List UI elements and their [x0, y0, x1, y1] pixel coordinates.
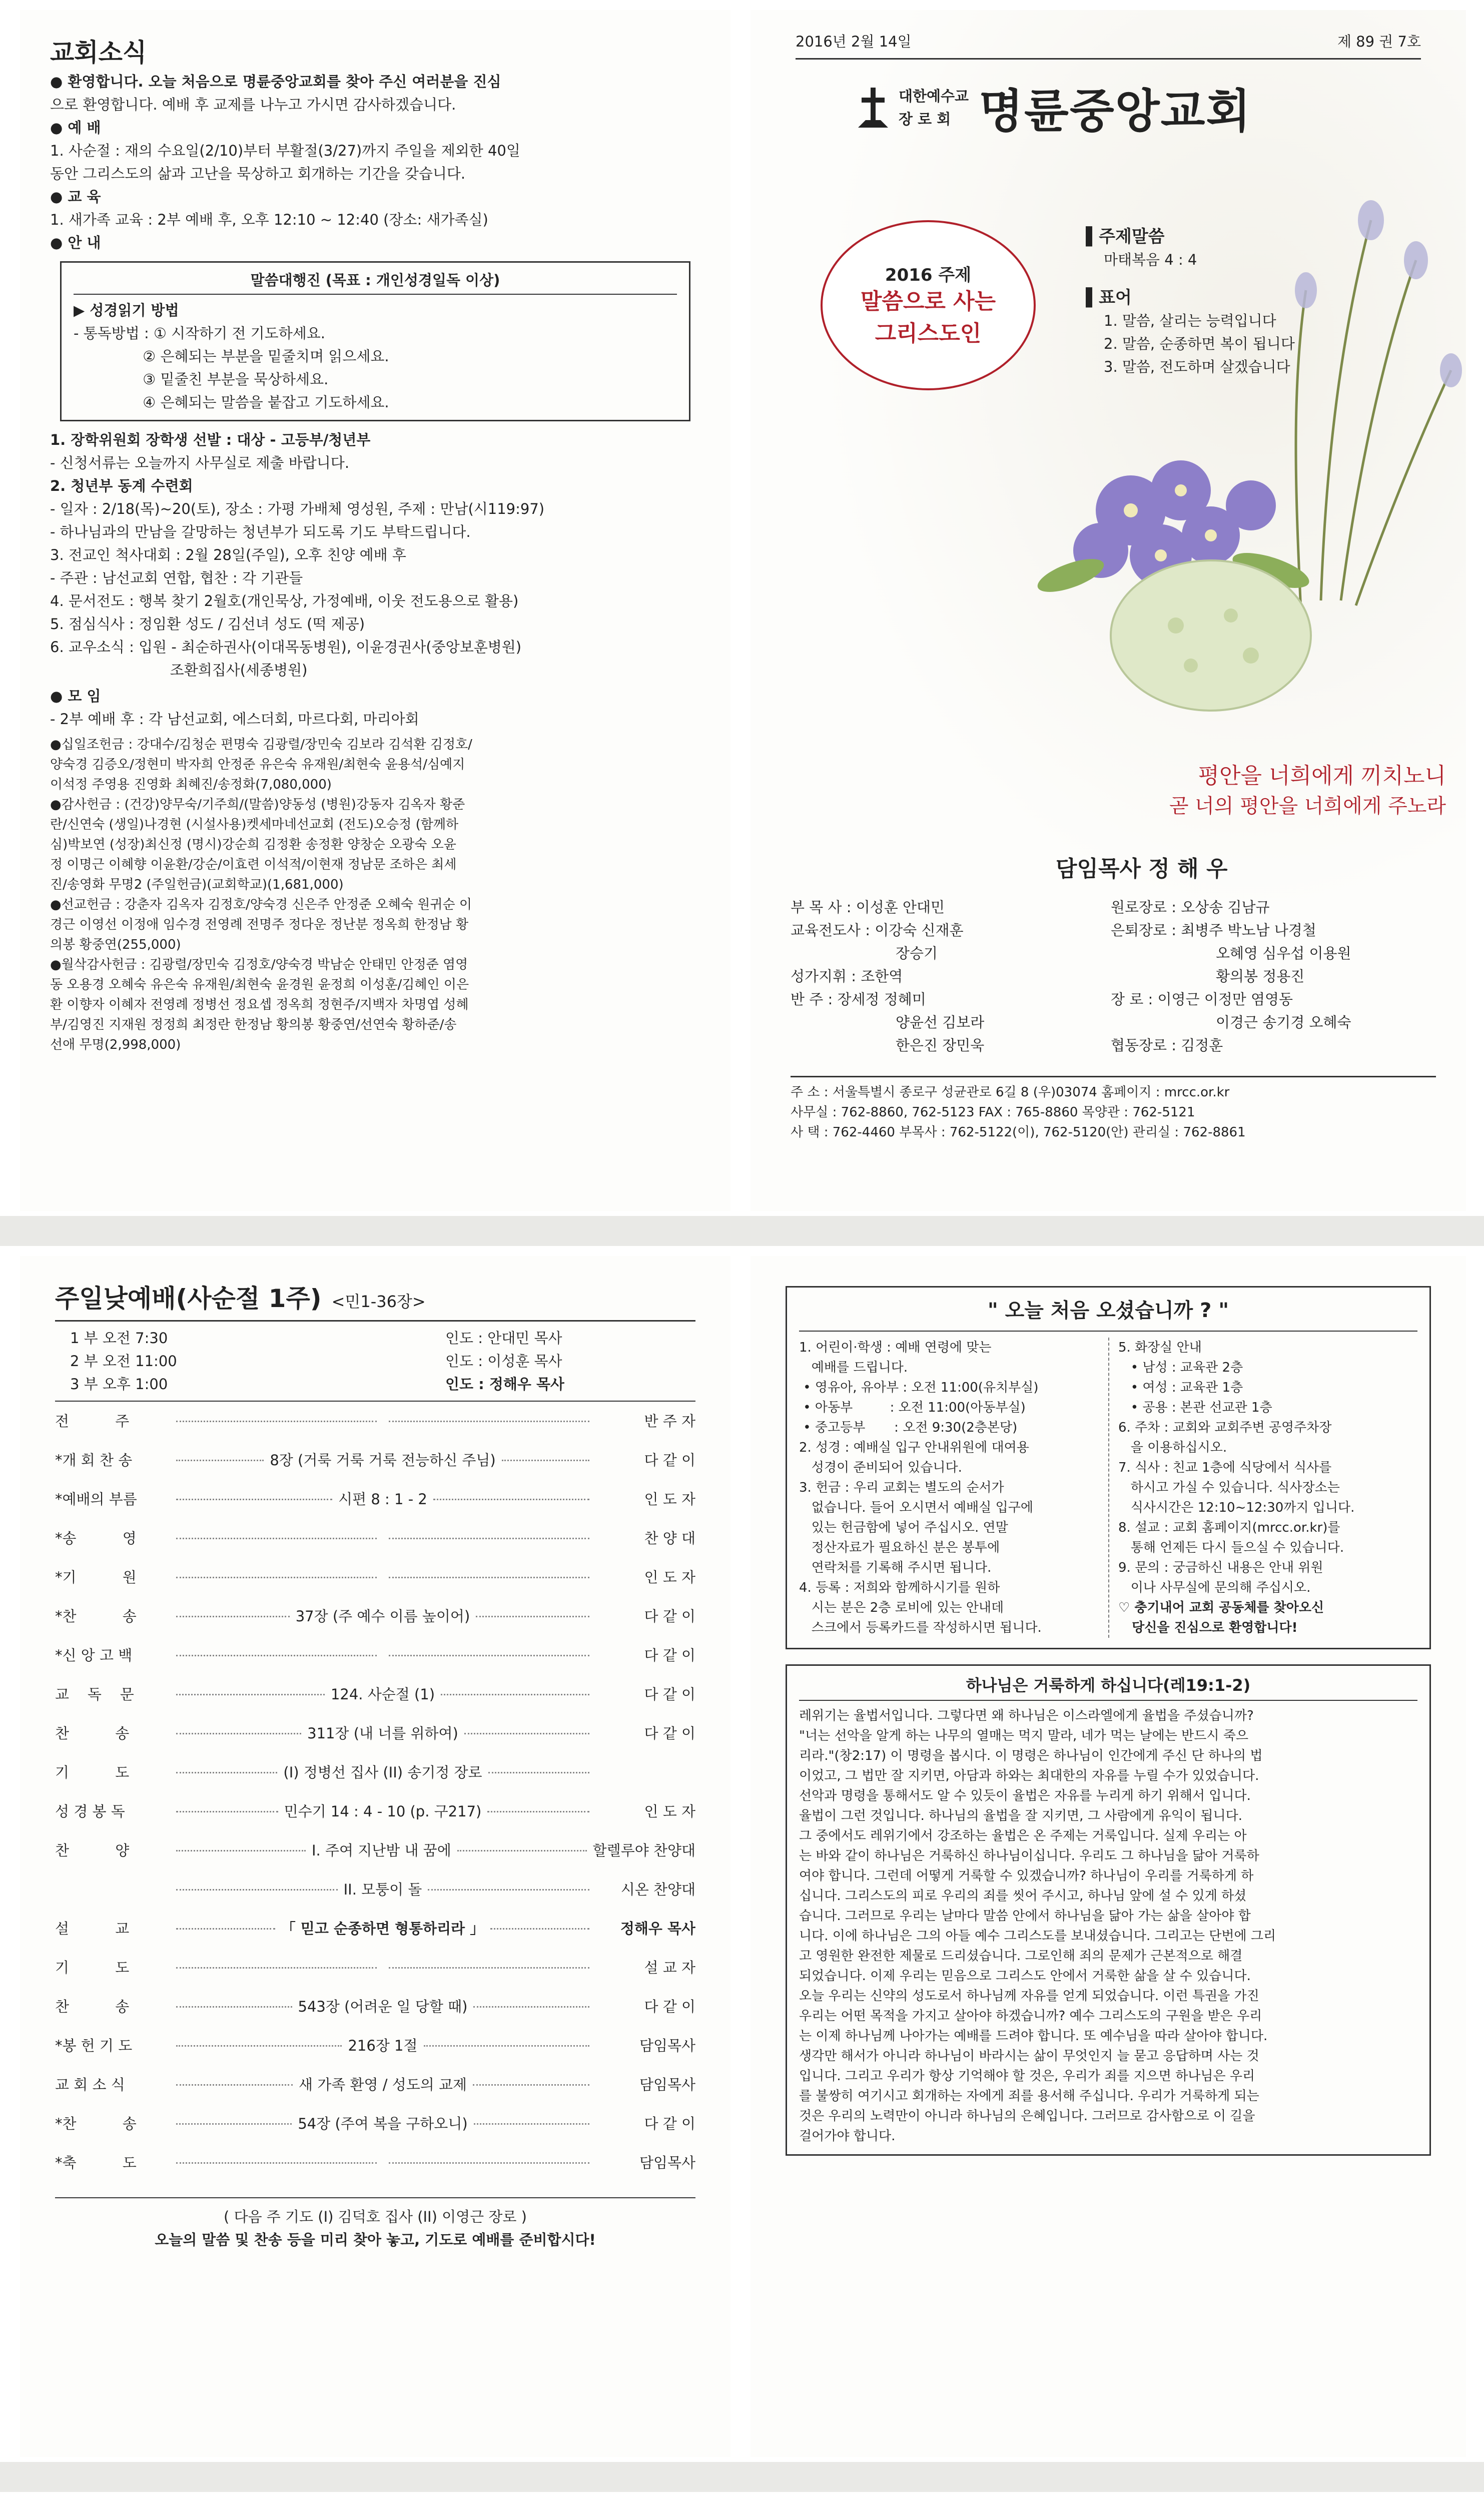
- service-leader: 인도 : 이성훈 목사: [445, 1353, 562, 1370]
- order-item: *예배의 부름: [55, 1491, 137, 1508]
- guide-line: • 남성 : 교육관 2층: [1118, 1360, 1243, 1375]
- devotion-body: [799, 1706, 1417, 2146]
- order-row: [55, 2151, 695, 2190]
- order-person: 다 같 이: [644, 1686, 696, 1703]
- church-address: 주 소 : 서울특별시 종로구 성균관로 6길 8 (우)03074 홈페이지 : mrcc.or.kr: [791, 1085, 1230, 1100]
- leader-dots: [176, 1967, 377, 1969]
- guide-line: 없습니다. 들어 오시면서 예배실 입구에: [799, 1500, 1033, 1515]
- devotion-line: 이었고, 그 법만 잘 지키면, 아담과 하와는 최대한의 자유를 누릴 수가 있었습니다.: [799, 1768, 1259, 1783]
- service-time: 2 부 오전 11:00: [70, 1353, 177, 1370]
- guide-line: 을 이용하십시오.: [1118, 1440, 1227, 1455]
- leader-dots: [176, 1772, 277, 1773]
- guide-line: 연락처를 기록해 주시면 됩니다.: [799, 1560, 992, 1575]
- order-row: [55, 1644, 695, 1683]
- leader-dots: [473, 2006, 589, 2008]
- guide-line: 성경이 준비되어 있습니다.: [799, 1460, 962, 1475]
- devotion-line: 선악과 명령을 통해서도 알 수 있듯이 율법은 자유를 누리게 하기 위해서 입니다.: [799, 1788, 1251, 1803]
- guide-line: 스크에서 등록카드를 작성하시면 됩니다.: [799, 1620, 1042, 1635]
- order-person: 설 교 자: [644, 1959, 695, 1976]
- church-phone-1: 사무실 : 762-8860, 762-5123 FAX : 765-8860 목양관 : 762-5121: [791, 1105, 1195, 1120]
- order-person: 반 주 자: [644, 1413, 695, 1430]
- guide-line: • 아동부 : 오전 11:00(아동부실): [799, 1400, 1026, 1415]
- leader-dots: [389, 1421, 589, 1422]
- leader-dots: [389, 1967, 589, 1969]
- order-item: 기 도: [55, 1764, 130, 1781]
- order-person: 정해우 목사: [620, 1920, 696, 1937]
- news-line: - 주관 : 남선교회 연합, 협찬 : 각 기관들: [50, 569, 303, 586]
- offering-line: 양숙경 김증오/정현미 박자희 안정준 유은숙 유재원/최현숙 윤용석/심예지: [50, 757, 465, 772]
- devotion-line: 는 이제 하나님께 나아가는 예배를 드려야 합니다. 또 예수님을 따라 살아야 합니다.: [799, 2029, 1268, 2044]
- devotion-line: 생각만 해서가 아니라 하나님이 바라시는 삶이 무엇인지 늘 묻고 응답하며 사는 것: [799, 2049, 1259, 2064]
- leader-dots: [176, 2045, 342, 2047]
- order-person: 다 같 이: [644, 1725, 696, 1742]
- order-row: [55, 1761, 695, 1800]
- senior-pastor: 담임목사 정 해 우: [1056, 856, 1228, 882]
- order-row: [55, 1449, 695, 1488]
- moim-line: - 2부 예배 후 : 각 남선교회, 에스더회, 마르다회, 마리아회: [50, 711, 419, 728]
- devotion-line: 것은 우리의 노력만이 아니라 하나님의 은혜입니다. 그러므로 감사함으로 이 길을: [799, 2109, 1255, 2124]
- guide-line: 이나 사무실에 문의해 주십시오.: [1118, 1580, 1311, 1595]
- devotion-line: 오늘 우리는 신약의 성도로서 하나님께 자유를 얻게 되었습니다. 이런 특권을 가진: [799, 1989, 1259, 2004]
- staff-right: 은퇴장로 : 최병주 박노남 나경철: [1111, 922, 1316, 939]
- motto-label: ▌표어: [1086, 288, 1132, 308]
- guide-line: 7. 식사 : 친교 1층에 식당에서 식사를: [1118, 1460, 1332, 1475]
- order-item: 전 주: [55, 1413, 130, 1430]
- welcome-line: ♡ 충기내어 교회 공동체를 찾아오신: [1118, 1600, 1324, 1615]
- devotion-line: 니다. 이에 하나님은 그의 아들 예수 그리스도를 보내셨습니다. 그리고는 단번에 그리: [799, 1929, 1276, 1944]
- leader-dots: [176, 2084, 293, 2086]
- motto-line: 1. 말씀, 살리는 능력입니다: [1104, 312, 1276, 329]
- staff-right: 황의봉 정용진: [1216, 968, 1305, 985]
- order-person: 다 같 이: [644, 2115, 695, 2132]
- offering-line: ●월삭감사헌금 : 김광렬/장민숙 김정호/양숙경 박남순 안태민 안정준 염영: [50, 957, 468, 972]
- devotion-line: 되었습니다. 이제 우리는 믿음으로 그리스도 안에서 거룩한 삶을 살 수 있습니다.: [799, 1969, 1251, 1984]
- order-row: [55, 1956, 695, 1995]
- leader-dots: [176, 1538, 377, 1539]
- news-line: 5. 점심식사 : 정임환 성도 / 김선녀 성도 (떡 제공): [50, 615, 365, 633]
- leader-dots: [176, 1694, 325, 1695]
- order-detail: 124. 사순절 (1): [330, 1686, 435, 1703]
- devotion-line: 를 불쌍히 여기시고 회개하는 자에게 죄를 용서해 주십니다. 우리가 거룩하게 되는: [799, 2089, 1259, 2104]
- leader-dots: [457, 1850, 587, 1851]
- sermon-label: ▌주제말씀: [1086, 227, 1165, 247]
- order-item: 찬 양: [55, 1842, 130, 1859]
- order-person: 찬 양 대: [644, 1530, 695, 1547]
- welcome-line: 당신을 진심으로 환영합니다!: [1118, 1620, 1298, 1635]
- order-row: [55, 1566, 695, 1605]
- offering-line: 환 이향자 이혜자 전영례 정병선 정요셉 정옥희 정현주/지백자 차명엽 성혜: [50, 997, 469, 1012]
- bible-box-line: - 통독방법 : ① 시작하기 전 기도하세요.: [74, 325, 325, 342]
- leader-dots: [441, 1694, 589, 1695]
- leader-dots: [389, 1655, 589, 1656]
- news-line: 조환희집사(세종병원): [50, 662, 308, 679]
- order-row: [55, 1410, 695, 1449]
- leader-dots: [176, 1460, 264, 1461]
- offering-line: 선애 무명(2,998,000): [50, 1037, 181, 1052]
- leader-dots: [474, 2123, 589, 2125]
- staff-list: [791, 896, 1436, 1057]
- order-person: 인 도 자: [644, 1491, 695, 1508]
- leader-dots: [176, 1850, 306, 1851]
- service-time: 1 부 오전 7:30: [70, 1330, 168, 1347]
- leader-dots: [428, 1889, 589, 1891]
- offering-line: ●감사헌금 : (건강)양무숙/기주희/(말씀)양동성 (병원)강동자 김옥자 황준: [50, 797, 465, 812]
- leader-dots: [176, 1811, 278, 1812]
- staff-left: 양윤선 김보라: [896, 1014, 985, 1031]
- devotion-line: 율법이 그런 것입니다. 하나님의 율법을 잘 지키면, 그 사람에게 유익이 됩니다.: [799, 1808, 1243, 1823]
- staff-right: 오혜영 심우섭 이용원: [1216, 945, 1351, 962]
- order-row: [55, 2112, 695, 2151]
- bible-box-line: ④ 은혜되는 말씀을 붙잡고 기도하세요.: [74, 394, 389, 411]
- staff-right: 이경근 송기경 오혜숙: [1216, 1014, 1351, 1031]
- staff-right: 원로장로 : 오상송 김남규: [1111, 899, 1270, 916]
- order-item: *봉 헌 기 도: [55, 2037, 133, 2054]
- guide-line: 식사시간은 12:10~12:30까지 입니다.: [1118, 1500, 1355, 1515]
- news-line: - 일자 : 2/18(목)~20(토), 장소 : 가평 가배체 영성원, 주제 : 만남(시119:97): [50, 500, 545, 517]
- leader-dots: [389, 2162, 589, 2164]
- guide-line: 2. 성경 : 예배실 입구 안내위원에 대여용: [799, 1440, 1029, 1455]
- order-item: *송 영: [55, 1530, 137, 1547]
- first-time-box: [786, 1286, 1431, 1649]
- guide-line: 6. 주차 : 교회와 교회주변 공영주차장: [1118, 1420, 1332, 1435]
- order-row: [55, 1917, 695, 1956]
- guide-line: 통해 언제든 다시 들으실 수 있습니다.: [1118, 1540, 1344, 1555]
- staff-left: 성가지휘 : 조한역: [791, 968, 903, 985]
- theme-badge: [821, 220, 1036, 390]
- order-item: 찬 송: [55, 1998, 130, 2015]
- news-line: 1. 사순절 : 재의 수요일(2/10)부터 부활절(3/27)까지 주일을 제외한 40일: [50, 142, 520, 159]
- bible-box-line: ② 은혜되는 부분을 밑줄치며 읽으세요.: [74, 348, 389, 365]
- order-person: 시온 찬양대: [620, 1881, 696, 1898]
- devotion-line: "너는 선악을 알게 하는 나무의 열매는 먹지 말라, 네가 먹는 날에는 반드시 죽으: [799, 1728, 1248, 1743]
- guide-line: 5. 화장실 안내: [1118, 1340, 1202, 1355]
- order-row: [55, 1722, 695, 1761]
- service-time: 3 부 오후 1:00: [70, 1376, 168, 1393]
- leader-dots: [176, 1616, 290, 1617]
- moim-head: ● 모 임: [50, 688, 101, 705]
- church-name: 명륜중앙교회: [979, 85, 1252, 138]
- order-person: 담임목사: [639, 2076, 696, 2093]
- devotion-line: 우리는 어떤 목적을 가지고 살아야 하겠습니까? 예수 그리스도의 구원을 받은 우리: [799, 2009, 1262, 2024]
- news-line: 으로 환영합니다. 예배 후 교제를 나누고 가시면 감사하겠습니다.: [50, 96, 456, 113]
- guide-line: 8. 설교 : 교회 홈페이지(mrcc.or.kr)를: [1118, 1520, 1340, 1535]
- bulletin-volume: 제 89 권 7호: [1337, 33, 1421, 50]
- order-item: *찬 송: [55, 2115, 137, 2132]
- order-detail: II. 모퉁이 돌: [343, 1881, 422, 1898]
- devotion-line: 레위기는 율법서입니다. 그렇다면 왜 하나님은 이스라엘에게 율법을 주셨습니까?: [799, 1708, 1254, 1723]
- order-item: 교 독 문: [55, 1686, 134, 1703]
- guide-line: • 여성 : 교육관 1층: [1118, 1380, 1243, 1395]
- order-person: 인 도 자: [644, 1569, 695, 1586]
- staff-left: 교육전도사 : 이강숙 신재훈: [791, 922, 964, 939]
- order-person: 다 같 이: [644, 1608, 695, 1625]
- church-news-panel: [20, 10, 730, 1211]
- order-detail: 민수기 14 : 4 - 10 (p. 구217): [284, 1803, 482, 1820]
- leader-dots: [424, 2045, 589, 2047]
- order-detail: 8장 (거룩 거룩 거룩 전능하신 주님): [270, 1452, 496, 1469]
- devotion-line: 입니다. 그리고 우리가 항상 기억해야 할 것은, 우리가 죄를 지으면 하나님은 우리: [799, 2069, 1255, 2084]
- first-time-title: " 오늘 처음 오셨습니까 ? ": [987, 1299, 1229, 1322]
- news-line: ● 환영합니다. 오늘 처음으로 명륜중앙교회를 찾아 주신 여러분을 진심: [50, 73, 501, 90]
- bible-box-line: ③ 밑줄친 부분을 묵상하세요.: [74, 371, 329, 388]
- worship-hymn-ref: <민1-36장>: [331, 1292, 426, 1311]
- denomination-line-2: 장 로 회: [899, 111, 951, 128]
- devotion-line: 그 중에서도 레위기에서 강조하는 율법은 온 주제는 거룩입니다. 실제 우리는 아: [799, 1828, 1247, 1843]
- order-row: [55, 1878, 695, 1917]
- guide-line: 3. 헌금 : 우리 교회는 별도의 순서가: [799, 1480, 1004, 1495]
- verse-line-2: 곧 너의 평안을 너희에게 주노라: [1169, 795, 1446, 818]
- motto-line: 2. 말씀, 순종하면 복이 됩니다: [1104, 335, 1295, 352]
- leader-dots: [176, 1421, 377, 1422]
- service-leader: 인도 : 안대민 목사: [445, 1330, 562, 1347]
- offering-line: 란/신연숙 (생일)나경현 (시설사용)켓세마네선교회 (전도)오승정 (함께하: [50, 817, 459, 832]
- leader-dots: [487, 1811, 589, 1812]
- order-person: 할렐루야 찬양대: [592, 1842, 695, 1859]
- church-phone-2: 사 택 : 762-4460 부목사 : 762-5122(이), 762-5120(안) 관리실 : 762-8861: [791, 1125, 1246, 1140]
- order-detail: 37장 (주 예수 이름 높이어): [295, 1608, 470, 1625]
- bulletin-date: 2016년 2월 14일: [796, 33, 912, 50]
- leader-dots: [473, 2084, 589, 2086]
- order-detail: I. 주여 지난밤 내 꿈에: [311, 1842, 451, 1859]
- order-row: [55, 2073, 695, 2112]
- devotion-line: 걸어가야 합니다.: [799, 2129, 896, 2144]
- service-leader: 인도 : 정해우 목사: [445, 1376, 564, 1393]
- leader-dots: [476, 1616, 589, 1617]
- guide-line: 9. 문의 : 궁금하신 내용은 안내 위원: [1118, 1560, 1323, 1575]
- order-row: [55, 1800, 695, 1839]
- leader-dots: [176, 1655, 377, 1656]
- offering-line: 심)박보연 (성장)최신정 (명시)강순희 김정환 송정환 양창순 오광숙 오윤: [50, 837, 456, 852]
- sermon-ref: 마태복음 4 : 4: [1104, 251, 1197, 268]
- devotion-box: [786, 1664, 1431, 2156]
- staff-left: 반 주 : 장세정 정혜미: [791, 991, 926, 1008]
- offering-line: 진/송영화 무명2 (주일헌금)(교회학교)(1,681,000): [50, 877, 344, 892]
- order-row: [55, 1527, 695, 1566]
- news-line: 1. 새가족 교육 : 2부 예배 후, 오후 12:10 ~ 12:40 (장소: 새가족실): [50, 211, 488, 228]
- service-times: [55, 1327, 695, 1396]
- news-line: 3. 전교인 척사대회 : 2월 28일(주일), 오후 친양 예배 후: [50, 546, 406, 563]
- guide-line: 예배를 드립니다.: [799, 1360, 908, 1375]
- devotion-line: 여야 합니다. 그런데 어떻게 거룩할 수 있겠습니까? 하나님이 우리를 거룩하게 하: [799, 1868, 1254, 1884]
- news-title: 교회소식: [50, 38, 147, 67]
- offering-line: 정 이명근 이혜향 이윤환/강순/이효련 이석적/이현재 정남문 조하은 최세: [50, 857, 457, 872]
- leader-dots: [176, 2123, 292, 2125]
- guide-line: 4. 등록 : 저희와 함께하시기를 원하: [799, 1580, 1000, 1595]
- news-line: - 신청서류는 오늘까지 사무실로 제출 바랍니다.: [50, 454, 350, 471]
- order-row: [55, 1605, 695, 1644]
- order-item: *축 도: [55, 2154, 137, 2171]
- order-item: 찬 송: [55, 1725, 130, 1742]
- cover-panel: [751, 10, 1466, 1211]
- order-row: [55, 1995, 695, 2034]
- leader-dots: [490, 1928, 589, 1930]
- sunday-worship-panel: [20, 1256, 730, 2457]
- offering-line: ●선교헌금 : 강춘자 김옥자 김정호/양숙경 신은주 안정준 오혜숙 원귀순 이: [50, 897, 472, 912]
- leader-dots: [176, 1733, 301, 1734]
- news-line: 6. 교우소식 : 입원 - 최순하권사(이대목동병원), 이윤경권사(중앙보훈병원): [50, 639, 522, 656]
- leader-dots: [488, 1772, 589, 1773]
- first-time-panel: [751, 1256, 1466, 2457]
- order-detail: 311장 (내 너를 위하여): [307, 1725, 458, 1742]
- worship-title: 주일낮예배(사순절 1주): [55, 1284, 322, 1313]
- news-line: 동안 그리스도의 삶과 고난을 묵상하고 회개하는 기간을 갖습니다.: [50, 165, 466, 182]
- offering-line: 이석정 주영용 진영화 최혜진/송정화(7,080,000): [50, 777, 332, 792]
- order-person: 다 같 이: [644, 1647, 695, 1664]
- first-time-left: [799, 1338, 1109, 1638]
- leader-dots: [464, 1733, 589, 1734]
- guide-line: 있는 헌금함에 넣어 주십시오. 연말: [799, 1520, 1008, 1535]
- guide-line: 시는 분은 2층 로비에 있는 안내데: [799, 1600, 1004, 1615]
- order-item: 설 교: [55, 1920, 130, 1937]
- order-detail: 시편 8 : 1 - 2: [338, 1491, 427, 1508]
- guide-line: 하시고 가실 수 있습니다. 식사장소는: [1118, 1480, 1340, 1495]
- motto-line: 3. 말씀, 전도하며 살겠습니다: [1104, 358, 1290, 375]
- worship-notice: 오늘의 말씀 및 찬송 등을 미리 찾아 놓고, 기도로 예배를 준비합시다!: [155, 2231, 596, 2248]
- first-time-right: [1109, 1338, 1417, 1638]
- order-person: 다 같 이: [644, 1452, 696, 1469]
- offering-line: 경근 이영선 이정애 임수경 전영례 전명주 정다운 정난분 정옥희 한정남 황: [50, 917, 469, 932]
- guide-line: • 공용 : 본관 선교관 1층: [1118, 1400, 1272, 1415]
- leader-dots: [176, 1928, 275, 1930]
- offering-line: ●십일조헌금 : 강대수/김청순 편명숙 김광렬/장민숙 김보라 김석환 김정호/: [50, 737, 472, 752]
- worship-order: [55, 1410, 695, 2190]
- order-item: *신 앙 고 백: [55, 1647, 133, 1664]
- offering-list: [50, 735, 700, 1055]
- leader-dots: [176, 2006, 292, 2008]
- order-detail: 새 가족 환영 / 성도의 교제: [299, 2076, 467, 2093]
- guide-line: 1. 어린이·학생 : 예배 연령에 맞는: [799, 1340, 992, 1355]
- news-line: - 하나님과의 만남을 갈망하는 청년부가 되도록 기도 부탁드립니다.: [50, 523, 471, 540]
- order-person: 담임목사: [639, 2037, 695, 2054]
- order-person: 담임목사: [639, 2154, 695, 2171]
- order-detail: 54장 (주여 복을 구하오니): [298, 2115, 468, 2132]
- news-line: ● 교 육: [50, 188, 101, 205]
- devotion-line: 리라."(창2:17) 이 명령을 봅시다. 이 명령은 하나님이 인간에게 주신 단 하나의 법: [799, 1748, 1263, 1763]
- theme-text: 말씀으로 사는 그리스도인: [860, 288, 996, 346]
- leader-dots: [176, 1577, 377, 1578]
- church-logo-icon: [856, 85, 891, 130]
- guide-line: • 중고등부 : 오전 9:30(2층본당): [799, 1420, 1018, 1435]
- offering-line: 부/김영진 지재원 정정희 최정란 한정남 황의봉 황중연/선연숙 황하준/송: [50, 1017, 457, 1032]
- staff-left: 부 목 사 : 이성훈 안대민: [791, 899, 945, 916]
- devotion-line: 습니다. 그러므로 우리는 날마다 말씀 안에서 하나님을 닮아 가는 삶을 살아야 합: [799, 1909, 1251, 1924]
- offering-line: 의봉 황중연(255,000): [50, 937, 181, 952]
- guide-line: 정산자료가 필요하신 분은 봉투에: [799, 1540, 1000, 1555]
- order-item: *찬 송: [55, 1608, 137, 1625]
- page-gap-1: [0, 1216, 1484, 1246]
- bible-box-head: ▶ 성경읽기 방법: [74, 302, 179, 319]
- guide-line: • 영유아, 유아부 : 오전 11:00(유치부실): [799, 1380, 1039, 1395]
- leader-dots: [176, 1889, 338, 1891]
- order-row: [55, 1488, 695, 1527]
- news-line: 2. 청년부 동계 수련회: [50, 477, 193, 494]
- news-line: ● 예 배: [50, 119, 101, 136]
- bible-reading-box: [60, 261, 690, 421]
- order-item: *기 원: [55, 1569, 137, 1586]
- next-week-prayer: ( 다음 주 기도 (I) 김덕호 집사 (II) 이영근 장로 ): [224, 2208, 527, 2225]
- bible-box-title: 말씀대행진 (목표 : 개인성경일독 이상): [250, 272, 500, 289]
- staff-left: 한은진 장민욱: [896, 1037, 985, 1054]
- order-row: [55, 1683, 695, 1722]
- devotion-title: 하나님은 거룩하게 하십니다(레19:1-2): [966, 1676, 1251, 1695]
- order-person: 다 같 이: [644, 1998, 695, 2015]
- order-item: 성 경 봉 독: [55, 1803, 125, 1820]
- devotion-line: 십니다. 그리스도의 피로 우리의 죄를 씻어 주시고, 하나님 앞에 설 수 있게 하셨: [799, 1889, 1247, 1904]
- staff-right: 장 로 : 이영근 이정만 염영동: [1111, 991, 1293, 1008]
- order-item: *개 회 찬 송: [55, 1452, 133, 1469]
- news-line: ● 안 내: [50, 234, 101, 251]
- leader-dots: [433, 1499, 589, 1500]
- leader-dots: [176, 2162, 377, 2164]
- devotion-line: 는 바와 같이 하나님은 거룩하신 하나님이십니다. 우리도 그 하나님을 닮아 거룩하: [799, 1848, 1259, 1863]
- order-row: [55, 2034, 695, 2073]
- page-gap-2: [0, 2462, 1484, 2492]
- theme-year: 2016 주제: [885, 265, 972, 285]
- leader-dots: [176, 1499, 332, 1500]
- order-detail: 216장 1절: [348, 2037, 418, 2054]
- order-person: 인 도 자: [644, 1803, 695, 1820]
- offering-line: 동 오용경 오혜숙 유은숙 유재원/최현숙 윤경원 윤정희 이성훈/김혜인 이은: [50, 977, 469, 992]
- verse-line-1: 평안을 너희에게 끼치노니: [1198, 763, 1446, 789]
- staff-right: 협동장로 : 김정훈: [1111, 1037, 1223, 1054]
- leader-dots: [389, 1577, 589, 1578]
- order-item: 교 회 소 식: [55, 2076, 125, 2093]
- staff-left: 장승기: [896, 945, 938, 962]
- order-detail: (I) 정병선 집사 (II) 송기정 장로: [283, 1764, 482, 1781]
- news-line: 1. 장학위원회 장학생 선발 : 대상 - 고등부/청년부: [50, 431, 371, 448]
- news-line: 4. 문서전도 : 행복 찾기 2월호(개인묵상, 가정예배, 이웃 전도용으로 활용): [50, 592, 519, 609]
- order-detail: 543장 (어려운 일 당할 때): [298, 1998, 468, 2015]
- order-detail: 「 믿고 순종하면 형통하리라 」: [281, 1920, 485, 1937]
- devotion-line: 고 영원한 완전한 제물로 드리셨습니다. 그로인해 죄의 문제가 근본적으로 해결: [799, 1949, 1243, 1964]
- leader-dots: [389, 1538, 589, 1539]
- denomination-line-1: 대한예수교: [899, 88, 969, 105]
- leader-dots: [502, 1460, 589, 1461]
- order-row: [55, 1839, 695, 1878]
- order-item: 기 도: [55, 1959, 130, 1976]
